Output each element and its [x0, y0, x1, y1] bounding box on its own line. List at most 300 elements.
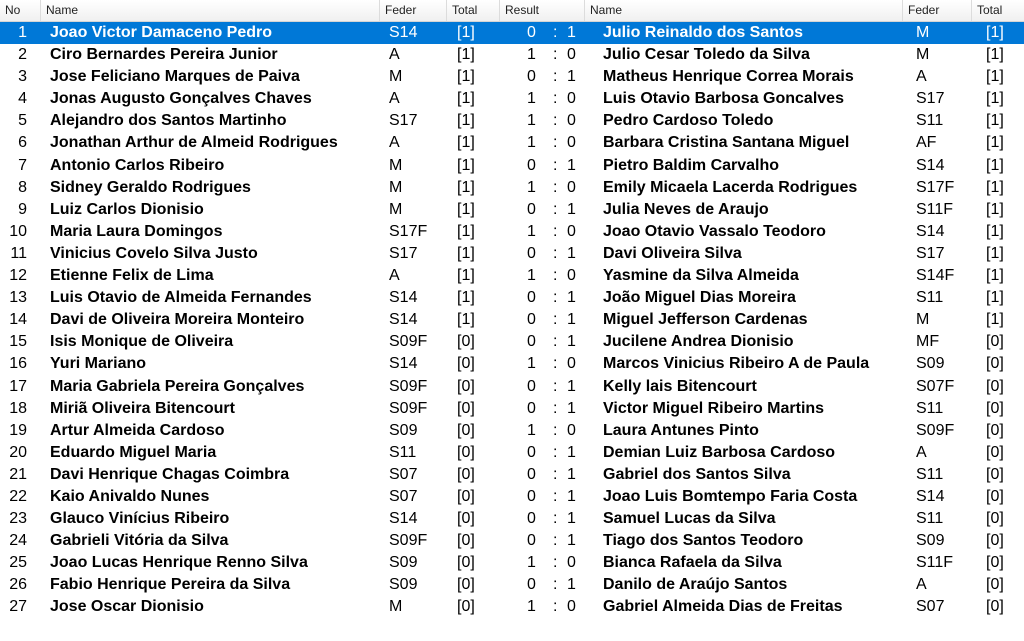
result-white: 0 [527, 576, 536, 594]
white-player-total: [0] [457, 421, 475, 439]
white-player-name: Joao Victor Damaceno Pedro [50, 24, 272, 41]
black-player-total: [1] [986, 289, 1004, 307]
black-player-total: [1] [986, 222, 1004, 240]
result-white: 0 [527, 465, 536, 483]
result-black: 1 [567, 510, 576, 528]
white-player-name: Antonio Carlos Ribeiro [50, 156, 225, 174]
white-player-total: [0] [457, 399, 475, 417]
white-player-name: Vinicius Covelo Silva Justo [50, 244, 258, 262]
white-player-total: [1] [457, 156, 475, 174]
result-white: 1 [527, 355, 536, 373]
result-separator: : [553, 399, 558, 417]
game-result [505, 243, 593, 265]
row-number: 23 [9, 510, 27, 528]
white-player-total: [1] [457, 46, 475, 64]
result-separator: : [553, 112, 558, 130]
white-player-total: [1] [457, 68, 475, 86]
white-player-total: [0] [457, 333, 475, 351]
black-player-total: [1] [986, 46, 1004, 64]
game-result [505, 464, 593, 486]
game-result [505, 574, 593, 596]
result-separator: : [553, 90, 558, 108]
black-player-total: [0] [986, 532, 1004, 550]
result-separator: : [553, 487, 558, 505]
row-number: 22 [9, 487, 27, 505]
white-player-name: Davi de Oliveira Moreira Monteiro [50, 311, 305, 329]
column-header-name-black[interactable]: Name [585, 0, 903, 21]
black-player-federation: S17F [916, 178, 955, 196]
black-player-name: Joao Otavio Vassalo Teodoro [603, 222, 826, 240]
white-player-total: [0] [457, 355, 475, 373]
result-separator: : [553, 46, 558, 64]
row-number: 17 [9, 377, 27, 395]
white-player-name: Eduardo Miguel Maria [50, 443, 217, 461]
white-player-federation: S14 [389, 355, 418, 373]
table-row[interactable] [0, 420, 1024, 442]
result-black: 1 [567, 311, 576, 329]
result-black: 1 [567, 289, 576, 307]
table-row[interactable] [0, 22, 1024, 44]
game-result [505, 132, 593, 154]
result-black: 1 [567, 443, 576, 461]
white-player-total: [1] [457, 267, 475, 285]
black-player-federation: S17 [916, 244, 945, 262]
result-black: 0 [567, 267, 576, 285]
column-header-name-white[interactable]: Name [41, 0, 380, 21]
white-player-name: Gabrieli Vitória da Silva [50, 532, 229, 550]
result-black: 0 [567, 90, 576, 108]
result-separator: : [553, 134, 558, 152]
white-player-federation: M [389, 200, 403, 218]
black-player-federation: S09F [916, 421, 955, 439]
black-player-total: [1] [986, 156, 1004, 174]
row-number: 21 [9, 465, 27, 483]
black-player-total: [0] [986, 443, 1004, 461]
result-separator: : [553, 200, 558, 218]
row-number: 10 [9, 222, 27, 240]
black-player-federation: S09 [916, 532, 945, 550]
white-player-name: Yuri Mariano [50, 355, 147, 373]
row-number: 26 [9, 576, 27, 594]
black-player-federation: S07 [916, 598, 945, 616]
white-player-federation: S14 [389, 24, 418, 41]
game-result [505, 486, 593, 508]
white-player-federation: M [389, 156, 403, 174]
black-player-name: Marcos Vinicius Ribeiro A de Paula [603, 355, 870, 373]
result-white: 0 [527, 24, 536, 41]
black-player-total: [1] [986, 244, 1004, 262]
column-header-total-black[interactable]: Total [977, 3, 1003, 17]
black-player-name: Pedro Cardoso Toledo [603, 112, 774, 130]
white-player-name: Jose Feliciano Marques de Paiva [50, 68, 300, 86]
result-separator: : [553, 532, 558, 550]
white-player-name: Miriã Oliveira Bitencourt [50, 399, 235, 417]
white-player-total: [0] [457, 377, 475, 395]
black-player-total: [1] [986, 200, 1004, 218]
result-separator: : [553, 443, 558, 461]
table-row[interactable] [0, 574, 1024, 596]
white-player-name: Luis Otavio de Almeida Fernandes [50, 289, 312, 307]
white-player-federation: S09F [389, 399, 428, 417]
column-header-feder-white[interactable]: Feder [380, 0, 447, 21]
black-player-federation: M [916, 311, 930, 329]
result-white: 1 [527, 222, 536, 240]
result-white: 0 [527, 200, 536, 218]
result-separator: : [553, 68, 558, 86]
row-number: 27 [9, 598, 27, 616]
column-header-no[interactable]: No [0, 0, 41, 21]
black-player-total: [1] [986, 24, 1004, 41]
game-result [505, 331, 593, 353]
white-player-total: [0] [457, 465, 475, 483]
table-row[interactable] [0, 265, 1024, 287]
black-player-federation: S14 [916, 156, 945, 174]
result-black: 1 [567, 200, 576, 218]
white-player-name: Jonathan Arthur de Almeid Rodrigues [50, 134, 338, 152]
result-separator: : [553, 24, 558, 41]
result-black: 0 [567, 598, 576, 616]
black-player-total: [0] [986, 598, 1004, 616]
black-player-federation: S11 [916, 289, 944, 307]
black-player-federation: S07F [916, 377, 955, 395]
black-player-federation: S11F [916, 554, 954, 572]
white-player-name: Joao Lucas Henrique Renno Silva [50, 554, 308, 572]
white-player-federation: S14 [389, 311, 418, 329]
column-header-result[interactable]: Result [500, 0, 585, 21]
black-player-federation: AF [916, 134, 937, 152]
result-black: 0 [567, 178, 576, 196]
table-row[interactable] [0, 177, 1024, 199]
column-header-row [0, 0, 1024, 22]
result-black: 1 [567, 68, 576, 86]
game-result [505, 596, 593, 618]
white-player-federation: S14 [389, 289, 418, 307]
black-player-name: Julio Reinaldo dos Santos [603, 24, 804, 41]
white-player-total: [0] [457, 532, 475, 550]
result-separator: : [553, 311, 558, 329]
table-row[interactable] [0, 552, 1024, 574]
black-player-name: Julio Cesar Toledo da Silva [603, 46, 810, 64]
row-number: 2 [18, 46, 27, 64]
row-number: 9 [18, 200, 27, 218]
pairings-rows [0, 22, 1024, 619]
white-player-federation: S09 [389, 421, 418, 439]
game-result [505, 353, 593, 375]
result-black: 1 [567, 399, 576, 417]
black-player-total: [0] [986, 355, 1004, 373]
result-separator: : [553, 377, 558, 395]
result-white: 1 [527, 134, 536, 152]
white-player-name: Maria Gabriela Pereira Gonçalves [50, 377, 305, 395]
column-header-total-white[interactable]: Total [447, 0, 500, 21]
white-player-total: [0] [457, 487, 475, 505]
white-player-total: [1] [457, 244, 475, 262]
black-player-federation: S11 [916, 510, 944, 528]
black-player-total: [1] [986, 311, 1004, 329]
white-player-name: Fabio Henrique Pereira da Silva [50, 576, 291, 594]
result-white: 0 [527, 510, 536, 528]
white-player-federation: S17F [389, 222, 428, 240]
result-black: 0 [567, 112, 576, 130]
result-black: 1 [567, 244, 576, 262]
black-player-total: [0] [986, 576, 1004, 594]
black-player-federation: A [916, 443, 927, 461]
white-player-federation: S09F [389, 532, 428, 550]
black-player-federation: S17 [916, 90, 945, 108]
result-separator: : [553, 222, 558, 240]
table-row[interactable] [0, 309, 1024, 331]
result-black: 1 [567, 532, 576, 550]
black-player-federation: S14 [916, 487, 945, 505]
table-row[interactable] [0, 353, 1024, 375]
black-player-name: Yasmine da Silva Almeida [603, 267, 799, 285]
black-player-total: [0] [986, 399, 1004, 417]
table-row[interactable] [0, 110, 1024, 132]
white-player-name: Kaio Anivaldo Nunes [50, 487, 210, 505]
table-row[interactable] [0, 66, 1024, 88]
white-player-name: Artur Almeida Cardoso [50, 421, 225, 439]
result-white: 0 [527, 377, 536, 395]
white-player-federation: S07 [389, 465, 418, 483]
white-player-total: [1] [457, 311, 475, 329]
row-number: 1 [18, 24, 27, 41]
white-player-total: [1] [457, 90, 475, 108]
white-player-total: [0] [457, 576, 475, 594]
black-player-total: [1] [986, 267, 1004, 285]
game-result [505, 66, 593, 88]
row-number: 6 [18, 134, 27, 152]
black-player-name: Demian Luiz Barbosa Cardoso [603, 443, 836, 461]
table-row[interactable] [0, 44, 1024, 66]
result-white: 1 [527, 554, 536, 572]
white-player-name: Jose Oscar Dionisio [50, 598, 204, 616]
white-player-federation: A [389, 90, 400, 108]
result-white: 0 [527, 311, 536, 329]
game-result [505, 22, 593, 44]
white-player-name: Ciro Bernardes Pereira Junior [50, 46, 278, 64]
table-row[interactable] [0, 596, 1024, 618]
table-row[interactable] [0, 464, 1024, 486]
black-player-name: Julia Neves de Araujo [603, 200, 769, 218]
black-player-name: Samuel Lucas da Silva [603, 510, 776, 528]
white-player-total: [0] [457, 554, 475, 572]
result-white: 0 [527, 487, 536, 505]
result-black: 1 [567, 487, 576, 505]
result-black: 0 [567, 355, 576, 373]
black-player-name: Laura Antunes Pinto [603, 421, 759, 439]
white-player-name: Luiz Carlos Dionisio [50, 200, 204, 218]
row-number: 19 [9, 421, 27, 439]
table-row[interactable] [0, 155, 1024, 177]
black-player-federation: S14F [916, 267, 955, 285]
result-separator: : [553, 333, 558, 351]
game-result [505, 221, 593, 243]
result-separator: : [553, 244, 558, 262]
game-result [505, 110, 593, 132]
row-number: 18 [9, 399, 27, 417]
result-black: 0 [567, 554, 576, 572]
white-player-federation: S09F [389, 333, 428, 351]
table-row[interactable] [0, 376, 1024, 398]
result-white: 0 [527, 443, 536, 461]
white-player-federation: S17 [389, 112, 418, 130]
result-black: 1 [567, 24, 576, 41]
game-result [505, 88, 593, 110]
result-white: 1 [527, 46, 536, 64]
black-player-federation: S09 [916, 355, 945, 373]
result-separator: : [553, 289, 558, 307]
white-player-federation: S17 [389, 244, 418, 262]
result-black: 1 [567, 465, 576, 483]
result-black: 0 [567, 222, 576, 240]
table-row[interactable] [0, 486, 1024, 508]
table-row[interactable] [0, 199, 1024, 221]
result-white: 1 [527, 598, 536, 616]
black-player-federation: M [916, 24, 930, 41]
black-player-name: Pietro Baldim Carvalho [603, 156, 780, 174]
result-separator: : [553, 598, 558, 616]
white-player-name: Etienne Felix de Lima [50, 267, 214, 285]
game-result [505, 442, 593, 464]
white-player-total: [0] [457, 598, 475, 616]
black-player-name: Danilo de Araújo Santos [603, 576, 788, 594]
row-number: 20 [9, 443, 27, 461]
table-row[interactable] [0, 132, 1024, 154]
white-player-federation: S07 [389, 487, 418, 505]
white-player-federation: A [389, 267, 400, 285]
black-player-total: [0] [986, 554, 1004, 572]
white-player-name: Jonas Augusto Gonçalves Chaves [50, 90, 312, 108]
result-white: 1 [527, 112, 536, 130]
result-white: 0 [527, 532, 536, 550]
black-player-name: Davi Oliveira Silva [603, 244, 742, 262]
game-result [505, 44, 593, 66]
white-player-federation: S14 [389, 510, 418, 528]
result-separator: : [553, 576, 558, 594]
row-number: 25 [9, 554, 27, 572]
black-player-name: Victor Miguel Ribeiro Martins [603, 399, 825, 417]
column-header-feder-black[interactable]: Feder [903, 0, 972, 21]
result-black: 0 [567, 46, 576, 64]
result-white: 0 [527, 244, 536, 262]
black-player-total: [1] [986, 112, 1004, 130]
white-player-federation: S09 [389, 576, 418, 594]
white-player-total: [1] [457, 134, 475, 152]
result-separator: : [553, 554, 558, 572]
result-black: 1 [567, 333, 576, 351]
black-player-total: [1] [986, 68, 1004, 86]
white-player-federation: S09F [389, 377, 428, 395]
black-player-total: [1] [986, 178, 1004, 196]
game-result [505, 287, 593, 309]
white-player-total: [1] [457, 112, 475, 130]
table-row[interactable] [0, 530, 1024, 552]
black-player-name: Barbara Cristina Santana Miguel [603, 134, 850, 152]
result-separator: : [553, 355, 558, 373]
row-number: 16 [9, 355, 27, 373]
white-player-total: [0] [457, 510, 475, 528]
black-player-total: [0] [986, 465, 1004, 483]
game-result [505, 398, 593, 420]
black-player-total: [0] [986, 333, 1004, 351]
white-player-name: Maria Laura Domingos [50, 222, 223, 240]
result-black: 0 [567, 421, 576, 439]
black-player-name: Gabriel dos Santos Silva [603, 465, 791, 483]
game-result [505, 552, 593, 574]
black-player-name: Joao Luis Bomtempo Faria Costa [603, 487, 858, 505]
white-player-total: [1] [457, 222, 475, 240]
row-number: 7 [18, 156, 27, 174]
black-player-federation: A [916, 576, 927, 594]
black-player-name: Tiago dos Santos Teodoro [603, 532, 804, 550]
table-row[interactable] [0, 243, 1024, 265]
game-result [505, 376, 593, 398]
black-player-name: João Miguel Dias Moreira [603, 289, 796, 307]
table-row[interactable] [0, 88, 1024, 110]
white-player-federation: M [389, 68, 403, 86]
table-row[interactable] [0, 221, 1024, 243]
game-result [505, 265, 593, 287]
table-row[interactable] [0, 331, 1024, 353]
black-player-name: Bianca Rafaela da Silva [603, 554, 782, 572]
black-player-name: Emily Micaela Lacerda Rodrigues [603, 178, 858, 196]
table-row[interactable] [0, 287, 1024, 309]
row-number: 14 [9, 311, 27, 329]
white-player-total: [1] [457, 200, 475, 218]
white-player-name: Davi Henrique Chagas Coimbra [50, 465, 290, 483]
black-player-total: [1] [986, 90, 1004, 108]
table-row[interactable] [0, 398, 1024, 420]
table-row[interactable] [0, 442, 1024, 464]
white-player-federation: S09 [389, 554, 418, 572]
black-player-name: Gabriel Almeida Dias de Freitas [603, 598, 843, 616]
result-separator: : [553, 510, 558, 528]
result-white: 0 [527, 399, 536, 417]
white-player-name: Glauco Vinícius Ribeiro [50, 510, 230, 528]
black-player-federation: S11 [916, 399, 944, 417]
table-row[interactable] [0, 508, 1024, 530]
black-player-name: Miguel Jefferson Cardenas [603, 311, 808, 329]
result-black: 1 [567, 377, 576, 395]
black-player-name: Jucilene Andrea Dionisio [603, 333, 794, 351]
row-number: 3 [18, 68, 27, 86]
black-player-total: [0] [986, 377, 1004, 395]
black-player-name: Matheus Henrique Correa Morais [603, 68, 854, 86]
black-player-federation: S14 [916, 222, 945, 240]
black-player-federation: S11 [916, 465, 944, 483]
result-separator: : [553, 465, 558, 483]
result-white: 1 [527, 267, 536, 285]
white-player-total: [1] [457, 289, 475, 307]
white-player-total: [1] [457, 24, 475, 41]
row-number: 15 [9, 333, 27, 351]
black-player-federation: S11F [916, 200, 954, 218]
black-player-federation: M [916, 46, 930, 64]
row-number: 8 [18, 178, 27, 196]
white-player-federation: A [389, 134, 400, 152]
black-player-total: [0] [986, 487, 1004, 505]
white-player-total: [1] [457, 178, 475, 196]
white-player-federation: M [389, 598, 403, 616]
row-number: 24 [9, 532, 27, 550]
result-white: 0 [527, 68, 536, 86]
result-black: 0 [567, 134, 576, 152]
game-result [505, 309, 593, 331]
white-player-federation: A [389, 46, 400, 64]
black-player-total: [0] [986, 421, 1004, 439]
result-white: 0 [527, 156, 536, 174]
black-player-federation: A [916, 68, 927, 86]
